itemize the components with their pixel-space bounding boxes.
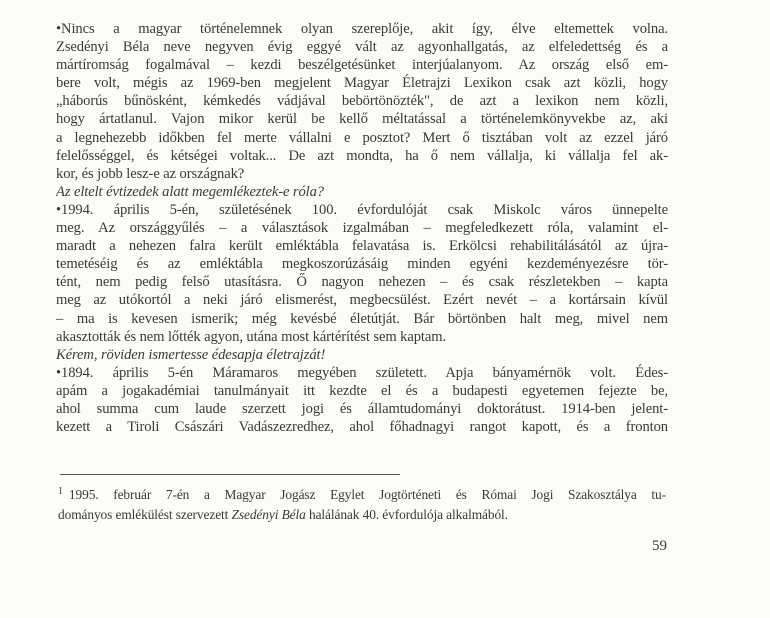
text-line: •1894. április 5-én Máramaros megyében született. Apja bányamérnök volt. Édes- [56, 364, 668, 381]
text-line: Zsedényi Béla neve negyven évig eggyé vált az agyonhallgatás, az elfeledettség és a [56, 39, 668, 56]
text-line: ahol summa cum laude szerzett jogi és államtudományi doktorátust. 1914-ben jelent- [56, 400, 668, 417]
text-line: kor, és jobb lesz-e az országnak? [56, 165, 245, 182]
text-line: meg. Az országgyűlés – a választások izgalmában – megfeledkezett róla, valamint el- [56, 220, 668, 237]
footnote-name: Zsedényi Béla [231, 507, 306, 522]
footnote-text-2b: halálának 40. évfordulója alkalmából. [308, 507, 508, 522]
text-line: „háborús bűnösként, kémkedés vádjával bebörtönözték", de azt a lexikon nem közli, [56, 93, 668, 110]
interview-question: Az eltelt évtizedek alatt megemlékeztek-e róla? [56, 183, 325, 200]
text-line: •1994. április 5-én, születésének 100. évfordulóját csak Miskolc város ünnepelte [56, 201, 668, 218]
body-text [56, 20, 668, 436]
footnote-rule [60, 474, 400, 475]
text-line: kezett a Tiroli Császári Vadászezredhez, ahol főhadnagyi rangot kapott, és a fronton [56, 419, 668, 436]
footnote [58, 482, 666, 525]
text-line: mártíromság fogalmával – kezdi beszélgetésünket interjúalanyom. Az ország első em- [56, 57, 668, 74]
text-line: – ma is kevesen ismerik; még kevésbé életútját. Bár börtönben halt meg, mivel nem [56, 310, 668, 327]
text-line: hogy ártatlanul. Vajon mikor kerül be kellő méltatással a történelemkönyvekbe az, aki [56, 111, 668, 128]
footnote-line-2 [58, 505, 666, 525]
text-line: felelősséggel, és kétségei voltak... De azt mondta, ha ő nem vállalja, ki vállalja fel ak- [56, 147, 668, 164]
interview-question: Kérem, röviden ismertesse édesapja életrajzát! [56, 346, 326, 363]
footnote-line-1 [58, 482, 666, 505]
text-line: tént, nem pedig felső utasításra. Ő nagyon nehezen – és csak részletekben – kapta [56, 274, 668, 291]
footnote-text-1: 1995. február 7-én a Magyar Jogász Egylet Jogtörténeti és Római Jogi Szakosztálya tu- [68, 487, 666, 502]
footnote-marker: 1 [58, 486, 63, 497]
text-line: akasztották és nem lőtték agyon, utána most kártérítést sem kaptam. [56, 328, 447, 345]
text-line: temetéséig és az emléktábla megkoszorúzásáig minden egyéni kezdeményezésre tör- [56, 256, 668, 273]
text-line: a legnehezebb időkben fel merte vállalni e posztot? Mert ő tisztában volt az ezzel járó [56, 129, 668, 146]
text-line: apám a jogakadémiai tanulmányait itt kezdte el és a budapesti egyetemen fejezte be, [56, 382, 668, 399]
text-line: bere volt, mégis az 1969-ben megjelent Magyar Életrajzi Lexikon csak azt közli, hogy [56, 75, 668, 92]
text-line: maradt a nehezen falra került emléktábla felavatása is. Erkölcsi rehabilitálásától az újra- [56, 238, 668, 255]
page-number: 59 [652, 538, 667, 554]
footnote-text-2a: dományos emlékülést szervezett [58, 507, 229, 522]
text-line: •Nincs a magyar történelemnek olyan szereplője, akit így, élve eltemettek volna. [56, 21, 668, 37]
text-line: meg az utókortól a neki járó elismerést, megbecsülést. Ezért nevét – a kortársain kívül [56, 292, 668, 309]
